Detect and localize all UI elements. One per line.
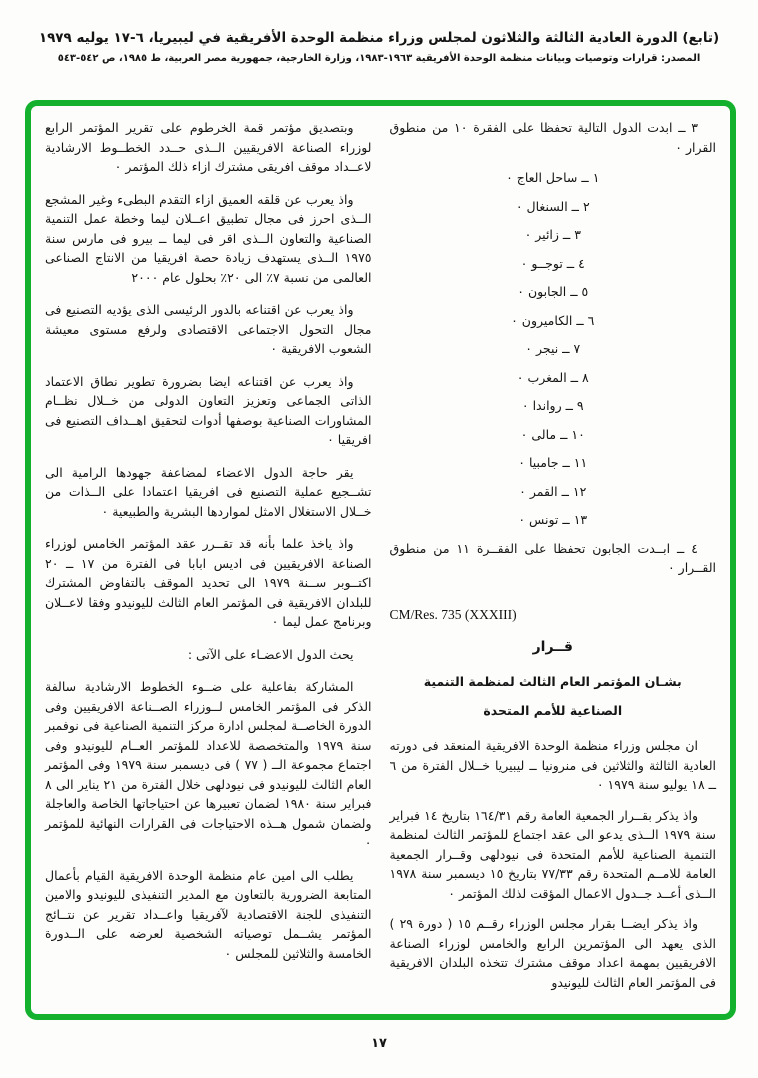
body-paragraph: المشاركة بفاعلية على ضــوء الخطوط الارشادية سالفة الذكر فى المؤتمر الخامس لــوزراء الصــناعة الافريقيين وفى الدورة الخاصــة لمجلس ادارة مركز التنمية الصناعية فى نوفمبر سنة ١٩٧٩ والمتخصصة للاعداد للمؤتمر العــام لليونيدو وفى اجتماع مجموعة الــ ( ٧٧ ) فى ديسمبر سنة ١٩٧٩ وفى المؤتمر العام الثالث لليونيدو فى نيودلهى خلال الفترة من ٢١ يناير الى ٨ فبراير سنة ١٩٨٠ لضمان تعبيرها عن احتياجاتها الخاصة والعاجلة ولضمان شمول هــذه الاحتياجات فى القرارات النهائية للمؤتمر ٠ xyxy=(45,679,372,850)
right-column xyxy=(390,118,717,1004)
body-paragraph: يقر حاجة الدول الاعضاء لمضاعفة جهودها الرامية الى تشــجيع عملية التصنيع فى افريقيا اعتمادا على الــذات من خــلال الاستغلال الامثل لمواردها البشرية والطبيعية ٠ xyxy=(45,464,372,519)
country-list-item: ١٣ ــ تونس ٠ xyxy=(518,512,588,527)
resolution-subtitle-line1: بشـان المؤتمر العام الثالث لمنظمة التنمية xyxy=(423,674,682,690)
body-paragraph: واذ يعرب عن قلقه العميق ازاء التقدم البطىء وغير المشجع الــذى احرز فى مجال تطبيق اعــلان ليما وخطة عمل التنمية الصناعية والتعاون الــذى اقر فى ليما ــ بيرو فى مارس سنة ١٩٧٥ الــذى يستهدف زيادة حصة افريقيا من الانتاج الصناعى العالمى من نسبة ٧٪ الى ٢٠٪ بحلول عام ٢٠٠٠ xyxy=(45,191,372,285)
country-list-item: ٤ ــ توجــو ٠ xyxy=(520,255,585,271)
body-paragraph: واذ يعرب عن اقتناعه بالدور الرئيسى الذى يؤديه التصنيع فى مجال التحول الاجتماعى الاقتصادى ولرفع مستوى معيشة الشعوب الافريقية ٠ xyxy=(45,302,372,356)
session-title: (تابع) الدورة العادية الثالثة والثلاثون لمجلس وزراء منظمة الوحدة الأفريقية في ليبيريا، ٦-١٧ يوليه ١٩٧٩ xyxy=(38,30,720,46)
country-list-item: ٦ ــ الكاميرون ٠ xyxy=(511,312,595,328)
body-paragraph: واذ يعرب عن اقتناعه ايضا بضرورة تطوير نطاق الاعتماد الذاتى الجماعى وتعزيز التعاون الدولى من خــلال نظــام المشاورات الصناعية بوصفها أدوات لتحقيق اهــداف التصنيع فى افريقيا ٠ xyxy=(45,373,372,447)
body-paragraph: يطلب الى امين عام منظمة الوحدة الافريقية القيام بأعمال المتابعة الضرورية بالتعاون مع المدير التنفيذى لليونيدو والامين التنفيذى للجنة الاقتصادية لآفريقيا واعــداد تقرير عن نتــائج المؤتمر يشــمل توصياته الشخصية لعرضه على الــدورة الخامسة والثلاثين للمجلس ٠ xyxy=(45,867,372,961)
country-list-item: ٥ ــ الجابون ٠ xyxy=(517,284,589,299)
country-list-item: ٩ ــ رواندا ٠ xyxy=(521,398,584,413)
resolution-paragraph: ان مجلس وزراء منظمة الوحدة الافريقية المنعقد فى دورته العادية الثالثة والثلاثين فى منرونيا ــ ليبيريا خــلال الفترة من ٦ ــ ١٨ يوليو سنة ١٩٧٩ ٠ xyxy=(389,738,716,793)
body-paragraph: وبتصديق مؤتمر قمة الخرطوم على تقرير المؤتمر الرابع لوزراء الصناعة الافريقيين الــذى حــدد الخطــوط الارشادية لاعــداد موقف افريقى مشترك ازاء ذلك المؤتمر ٠ xyxy=(45,120,372,174)
resolution-code: CM/Res. 735 (XXXIII) xyxy=(389,606,517,622)
country-list-item: ٢ ــ السنغال ٠ xyxy=(515,198,590,214)
resolution-subtitle-line2: الصناعية للأمم المتحدة xyxy=(483,702,623,718)
green-content-frame xyxy=(25,100,736,1020)
document-header xyxy=(0,0,758,64)
reserving-countries-list xyxy=(390,168,717,530)
country-list-item: ١٠ ــ مالى ٠ xyxy=(520,426,585,442)
left-column xyxy=(45,118,372,1004)
country-list-item: ٧ ــ نيجر ٠ xyxy=(525,341,581,356)
page-number: ١٧ xyxy=(371,1036,387,1051)
country-list-item: ١ ــ ساحل العاج ٠ xyxy=(506,170,600,185)
source-citation: المصدر: قرارات وتوصيات وبيانات منظمة الوحدة الأفريقية ١٩٦٣-١٩٨٣، وزارة الخارجية، جمهورية مصر العربية، ط ١٩٨٥، ص ٥٤٢-٥٤٣ xyxy=(57,53,701,64)
country-list-item: ١١ ــ جامبيا ٠ xyxy=(518,455,588,470)
resolution-title: قــرار xyxy=(532,638,573,655)
country-list-item: ٣ ــ زائير ٠ xyxy=(524,227,581,242)
country-list-item: ٨ ــ المغرب ٠ xyxy=(516,369,589,385)
gabon-reservation-paragraph: ٤ ــ ابــدت الجابون تحفظا على الفقــرة ١١ من منطوق القــرار ٠ xyxy=(389,540,716,575)
resolution-paragraph: واذ يذكر بقــرار الجمعية العامة رقم ١٦٤/٣١ بتاريخ ١٤ فبراير سنة ١٩٧٩ الــذى يدعو الى عقد اجتماع للمؤتمر الثالث لمنظمة التنمية الصناعية للأمم المتحدة فى نيودلهى وقــرار الجمعية العامة للامــم المتحدة رقم ٧٧/٣٣ بتاريخ ١٥ ديسمبر سنة ١٩٧٨ الــذى أعــد جــدول الاعمال المؤقت لذلك المؤتمر ٠ xyxy=(389,807,717,901)
country-list-item: ١٢ ــ القمر ٠ xyxy=(519,483,587,499)
body-paragraph: واذ ياخذ علما بأنه قد تقــرر عقد المؤتمر الخامس لوزراء الصناعة الافريقيين فى اديس ابابا فى الفترة من ١٧ ــ ٢٠ اكتــوبر ســنة ١٩٧٩ الى تحديد الموقف بالتفاوض المشترك للبلدان الافريقية فى المؤتمر العام الثالث لليونيدو وفقا لاعــلان وبرنامج عمل ليما ٠ xyxy=(45,536,372,629)
reservation-intro-paragraph: ٣ ــ ابدت الدول التالية تحفظا على الفقرة ١٠ من منطوق القرار ٠ xyxy=(389,120,716,155)
resolution-paragraph: واذ يذكر ايضــا بقرار مجلس الوزراء رقــم ١٥ ( دورة ٢٩ ) الذى يعهد الى المؤتمرين الرابع والخامس لوزراء الصناعة الافريقيين بمهمة اعداد موقف مشترك تتخذه البلدان الافريقية فى المؤتمر العام الثالث لليونيدو xyxy=(389,916,716,990)
body-paragraph: يحث الدول الاعضـاء على الآتى : xyxy=(187,646,354,662)
